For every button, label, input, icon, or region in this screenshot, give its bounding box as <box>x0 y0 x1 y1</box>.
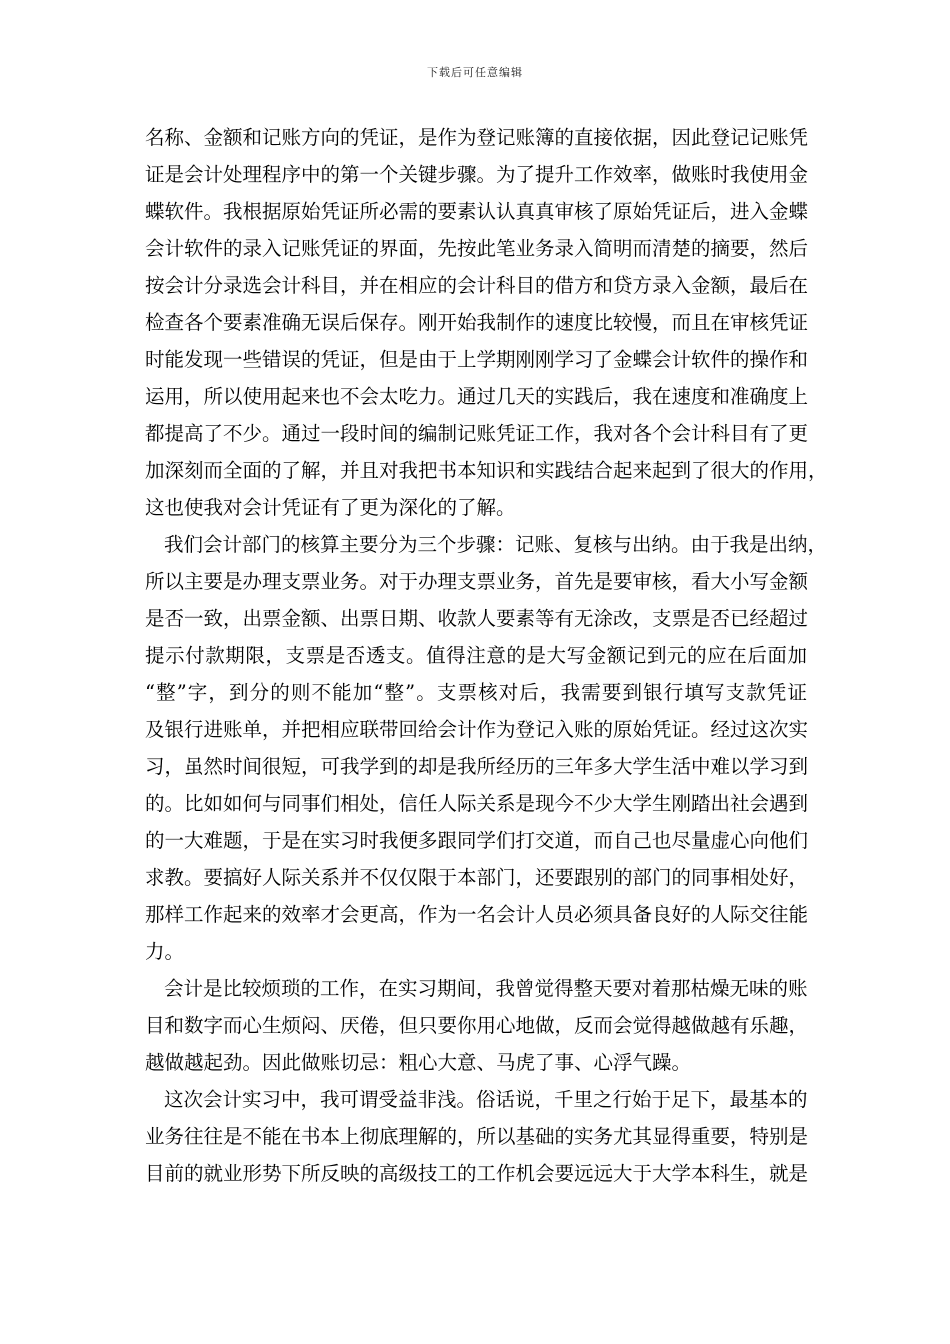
paragraph <box>145 970 807 1081</box>
text-line: 蝶软件。我根据原始凭证所必需的要素认认真真审核了原始凭证后，进入金蝶 <box>145 200 809 223</box>
text-line: 名称、金额和记账方向的凭证，是作为登记账簿的直接依据，因此登记记账凭 <box>145 126 809 149</box>
text-line: 提示付款期限，支票是否透支。值得注意的是大写金额记到元的应在后面加 <box>145 644 807 667</box>
text-line: 越做越起劲。因此做账切忌：粗心大意、马虎了事、心浮气躁。 <box>145 1051 692 1074</box>
text-line: 会计是比较烦琐的工作，在实习期间，我曾觉得整天要对着那枯燥无味的账 <box>164 977 808 1000</box>
text-line: 运用，所以使用起来也不会太吃力。通过几天的实践后，我在速度和准确度上 <box>145 385 809 408</box>
text-line: 时能发现一些错误的凭证，但是由于上学期刚刚学习了金蝶会计软件的操作和 <box>145 348 809 371</box>
text-line: 是否一致，出票金额、出票日期、收款人要素等有无涂改，支票是否已经超过 <box>145 607 809 630</box>
text-line: 这也使我对会计凭证有了更为深化的了解。 <box>145 496 516 519</box>
text-line: 目前的就业形势下所反映的高级技工的工作机会要远远大于大学本科生，就是 <box>145 1162 809 1185</box>
text-line: 业务往往是不能在书本上彻底理解的，所以基础的实务尤其显得重要，特别是 <box>145 1125 809 1148</box>
text-line: 会计软件的录入记账凭证的界面，先按此笔业务录入简明而清楚的摘要，然后 <box>145 237 809 260</box>
text-line: 我们会计部门的核算主要分为三个步骤：记账、复核与出纳。由于我是出纳， <box>164 533 828 556</box>
text-line: 的一大难题，于是在实习时我便多跟同学们打交道，而自己也尽量虚心向他们 <box>145 829 809 852</box>
text-line: 都提高了不少。通过一段时间的编制记账凭证工作，我对各个会计科目有了更 <box>145 422 809 445</box>
text-line: 那样工作起来的效率才会更高，作为一名会计人员必须具备良好的人际交往能 <box>145 903 809 926</box>
text-line: 习，虽然时间很短，可我学到的却是我所经历的三年多大学生活中难以学习到 <box>145 755 809 778</box>
text-line: 求教。要搞好人际关系并不仅仅限于本部门，还要跟别的部门的同事相处好， <box>145 866 809 889</box>
text-line: “整”字，到分的则不能加“整”。支票核对后，我需要到银行填写支款凭证 <box>145 681 807 704</box>
text-line: 证是会计处理程序中的第一个关键步骤。为了提升工作效率，做账时我使用金 <box>145 163 809 186</box>
text-line: 力。 <box>145 940 185 963</box>
document-body <box>145 119 828 1192</box>
paragraph <box>145 526 828 970</box>
text-line: 检查各个要素准确无误后保存。刚开始我制作的速度比较慢，而且在审核凭证 <box>145 311 809 334</box>
text-line: 的。比如如何与同事们相处，信任人际关系是现今不少大学生刚踏出社会遇到 <box>145 792 809 815</box>
paragraph <box>145 1081 807 1192</box>
page-header: 下载后可任意编辑 <box>427 66 523 79</box>
text-line: 及银行进账单，并把相应联带回给会计作为登记入账的原始凭证。经过这次实 <box>145 718 809 741</box>
paragraph <box>145 119 828 526</box>
text-line: 所以主要是办理支票业务。对于办理支票业务，首先是要审核，看大小写金额 <box>145 570 809 593</box>
text-line: 加深刻而全面的了解，并且对我把书本知识和实践结合起来起到了很大的作用， <box>145 459 828 482</box>
text-line: 这次会计实习中，我可谓受益非浅。俗话说，千里之行始于足下，最基本的 <box>164 1088 808 1111</box>
text-line: 目和数字而心生烦闷、厌倦，但只要你用心地做，反而会觉得越做越有乐趣， <box>145 1014 809 1037</box>
text-line: 按会计分录选会计科目，并在相应的会计科目的借方和贷方录入金额，最后在 <box>145 274 809 297</box>
